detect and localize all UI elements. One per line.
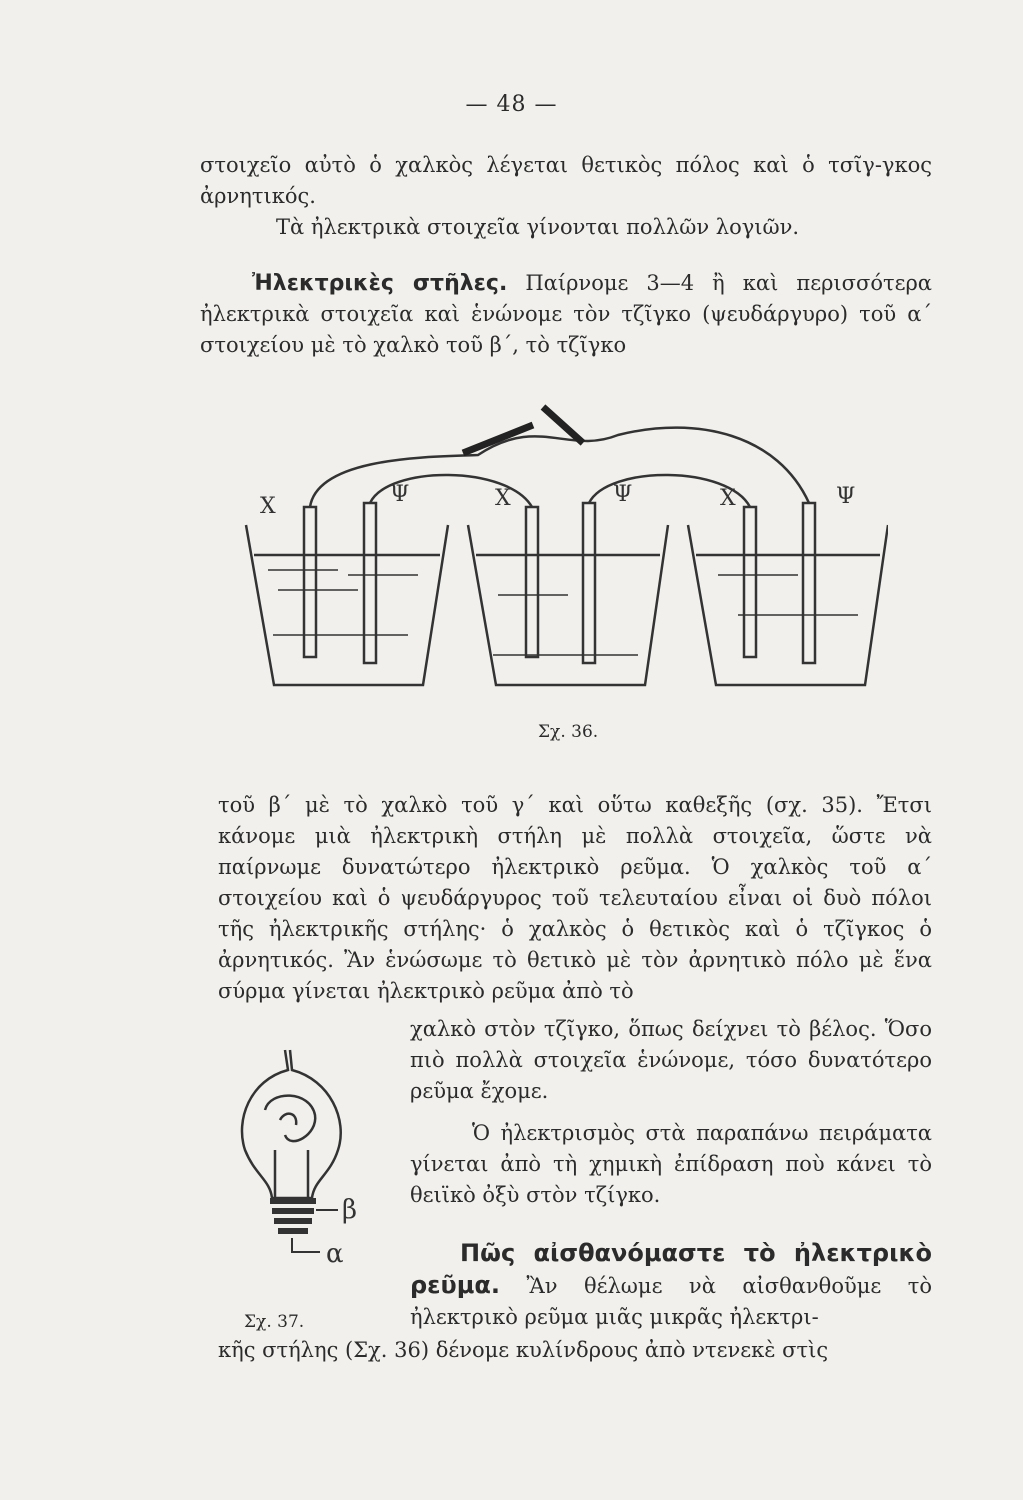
- paragraph-3: [200, 268, 932, 361]
- figure-36-battery-diagram: [238, 395, 888, 715]
- paragraph-6: Ὁ ἠλεκτρισμὸς στὰ παραπάνω πειράματα γίνεται ἀπὸ τὴ χημικὴ ἐπίδραση ποὺ κάνει τὸ θειϊκὸ ὀξὺ στὸν τζίγκο.: [410, 1121, 932, 1207]
- label-copper-1: Χ: [260, 494, 276, 519]
- paragraph-7: [410, 1238, 932, 1333]
- paragraph-8: κῆς στήλης (Σχ. 36) δένομε κυλίνδρους ἀπὸ ντενεκὲ στὶς: [218, 1338, 829, 1362]
- label-alpha: α: [326, 1239, 344, 1269]
- paragraph-5: χαλκὸ στὸν τζῖγκο, ὅπως δείχνει τὸ βέλος. Ὅσο πιὸ πολλὰ στοιχεῖα ἑνώνομε, τόσο δυνατότερο ρεῦμα ἔχομε.: [410, 1017, 932, 1103]
- label-copper-2: Χ: [495, 486, 511, 511]
- label-beta: β: [342, 1195, 358, 1225]
- section-heading-feel-current: Πῶς αἰσθανόμαστε τὸ ἠλεκτρικὸ ρεῦμα.: [410, 1239, 932, 1299]
- label-copper-3: Χ: [720, 486, 736, 511]
- section-heading-electric-piles: Ἠλεκτρικὲς στῆλες.: [252, 271, 508, 296]
- label-zinc-1: Ψ: [390, 482, 410, 507]
- page-number: — 48 —: [465, 92, 558, 117]
- paragraph-1: στοιχεῖο αὐτὸ ὁ χαλκὸς λέγεται θετικὸς πόλος καὶ ὁ τσῖγ-γκος ἀρνητικός.: [200, 153, 932, 208]
- paragraph-7-body: Ἂν θέλωμε νὰ αἰσθανθοῦμε τὸ ἠλεκτρικὸ ρεῦμα μιᾶς μικρᾶς ἠλεκτρι-: [410, 1274, 932, 1329]
- paragraph-4: τοῦ β΄ μὲ τὸ χαλκὸ τοῦ γ΄ καὶ οὕτω καθεξῆς (σχ. 35). Ἔτσι κάνομε μιὰ ἠλεκτρικὴ στήλη μὲ πολλὰ στοιχεῖα, ὥστε νὰ παίρνωμε δυνατώτερο ἠλεκτρικὸ ρεῦμα. Ὁ χαλκὸς τοῦ α΄ στοιχείου καὶ ὁ ψευδάργυρος τοῦ τελευταίου εἶναι οἱ δυὸ πόλοι τῆς ἠλεκτρικῆς στήλης· ὁ χαλκὸς ὁ θετικὸς καὶ ὁ τζῖγκος ὁ ἀρνητικός. Ἂν ἑνώσωμε τὸ θετικὸ μὲ τὸν ἀρνητικὸ πόλο μὲ ἕνα σύρμα γίνεται ἠλεκτρικὸ ρεῦμα ἀπὸ τὸ: [218, 793, 932, 1003]
- figure-37-lightbulb: [230, 1040, 370, 1280]
- figure-37-caption: Σχ. 37.: [244, 1312, 305, 1332]
- paragraph-2: Τὰ ἠλεκτρικὰ στοιχεῖα γίνονται πολλῶν λογιῶν.: [276, 215, 800, 239]
- label-zinc-3: Ψ: [836, 484, 856, 509]
- figure-36-caption: Σχ. 36.: [538, 722, 599, 742]
- label-zinc-2: Ψ: [613, 482, 633, 507]
- paragraph-3-body: Παίρνομε 3—4 ἢ καὶ περισσότερα ἠλεκτρικὰ στοιχεῖα καὶ ἑνώνομε τὸν τζῖγκο (ψευδάργυρο) τοῦ α΄ στοιχείου μὲ τὸ χαλκὸ τοῦ β΄, τὸ τζῖγκο: [200, 271, 932, 357]
